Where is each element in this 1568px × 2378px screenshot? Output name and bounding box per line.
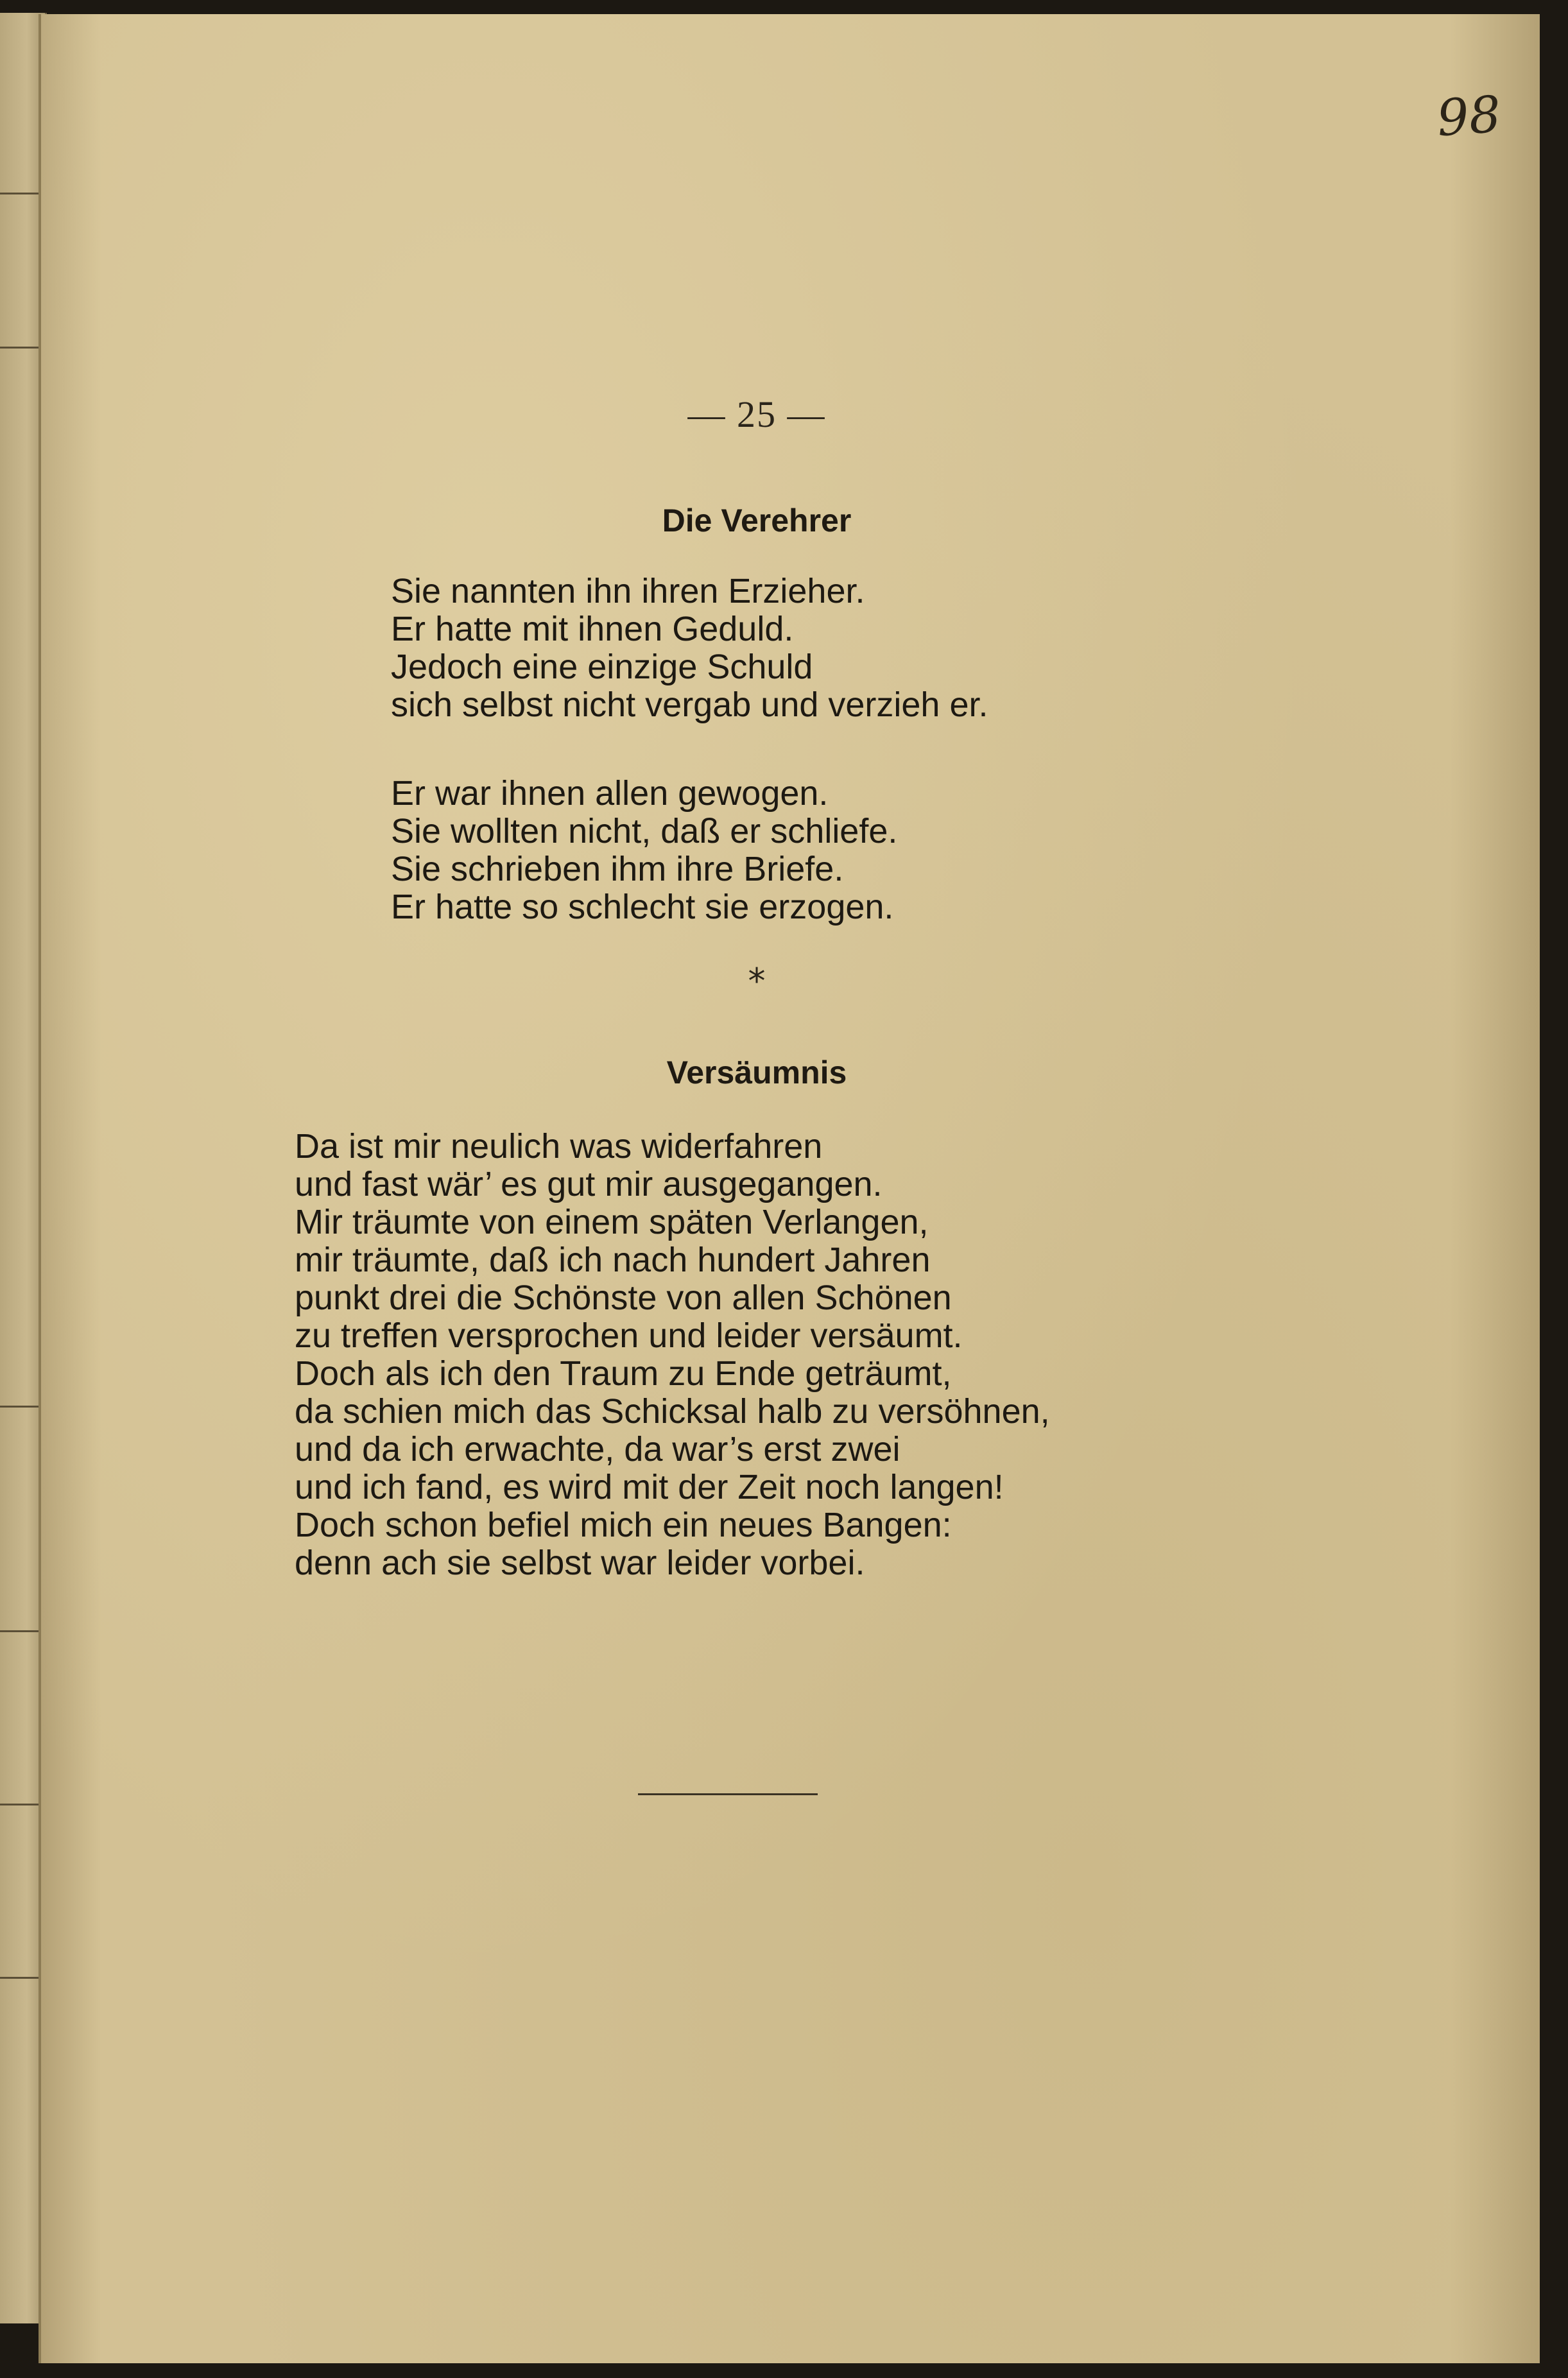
poem-line: Er hatte mit ihnen Geduld.: [391, 610, 794, 648]
book-page: [39, 14, 1540, 2363]
poem-1-stanza-1: [391, 573, 988, 724]
poem-line: Mir träumte von einem späten Verlangen,: [295, 1203, 929, 1241]
asterisk-separator: *: [748, 961, 766, 1001]
poem-line: Er war ihnen allen gewogen.: [391, 774, 829, 813]
page-number: — 25 —: [687, 393, 826, 435]
poem-line: Doch als ich den Traum zu Ende geträumt,: [295, 1354, 952, 1393]
poem-1-stanza-2: [391, 775, 897, 926]
poem-line: und fast wär’ es gut mir ausgegangen.: [295, 1165, 883, 1203]
poem-line: zu treffen versprochen und leider versäumt.: [295, 1316, 963, 1355]
poem-line: denn ach sie selbst war leider vorbei.: [295, 1544, 865, 1582]
poem-line: punkt drei die Schönste von allen Schönen: [295, 1279, 952, 1317]
poem-line: und ich fand, es wird mit der Zeit noch langen!: [295, 1468, 1004, 1506]
poem-2-body: [295, 1128, 1050, 1582]
poem-line: mir träumte, daß ich nach hundert Jahren: [295, 1241, 931, 1279]
poem-title-die-verehrer: Die Verehrer: [662, 503, 852, 538]
poem-line: Sie wollten nicht, daß er schliefe.: [391, 812, 898, 850]
poem-title-versaeumnis: Versäumnis: [666, 1055, 847, 1090]
poem-line: Sie schrieben ihm ihre Briefe.: [391, 850, 844, 888]
closing-rule: [638, 1793, 818, 1795]
poem-line: sich selbst nicht vergab und verzieh er.: [391, 685, 988, 724]
poem-line: Doch schon befiel mich ein neues Bangen:: [295, 1506, 952, 1544]
poem-line: da schien mich das Schicksal halb zu versöhnen,: [295, 1392, 1050, 1431]
poem-line: Sie nannten ihn ihren Erzieher.: [391, 572, 865, 610]
handwritten-folio-number: 98: [1434, 85, 1503, 148]
poem-line: Jedoch eine einzige Schuld: [391, 648, 813, 686]
poem-line: Da ist mir neulich was widerfahren: [295, 1127, 823, 1166]
poem-line: Er hatte so schlecht sie erzogen.: [391, 888, 894, 926]
poem-line: und da ich erwachte, da war’s erst zwei: [295, 1430, 900, 1469]
